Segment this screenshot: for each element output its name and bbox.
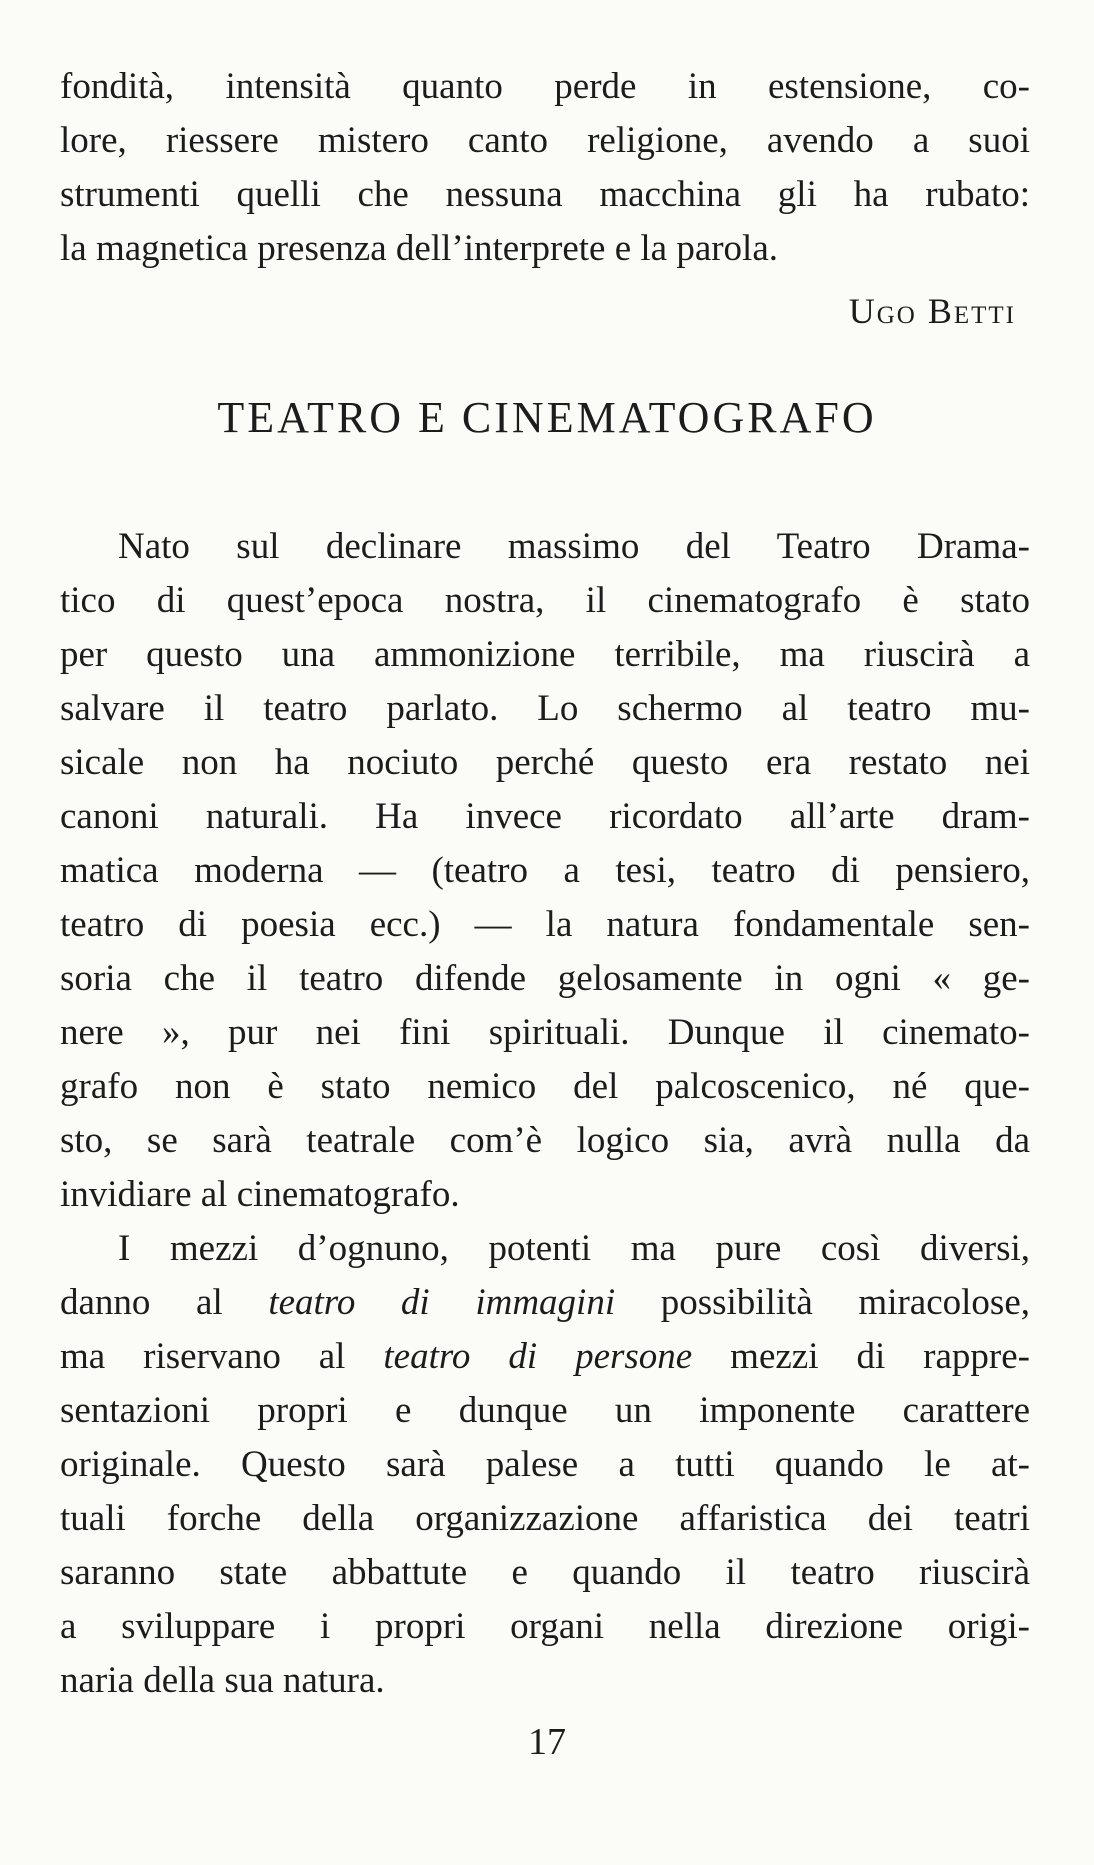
text-line: Nato sul declinare massimo del Teatro Drama- [118, 526, 1030, 567]
section-title: TEATRO E CINEMATOGRAFO [217, 393, 877, 442]
page-number: 17 [528, 1721, 566, 1763]
text-line: matica moderna — (teatro a tesi, teatro di pensiero, [60, 850, 1030, 891]
closing-paragraph [60, 60, 1030, 276]
text-line: fondità, intensità quanto perde in estensione, co- [60, 66, 1030, 107]
text-line: teatro di poesia ecc.) — la natura fondamentale sen- [60, 904, 1030, 945]
text-line: originale. Questo sarà palese a tutti quando le at- [60, 1444, 1030, 1485]
text-run: mezzi di rappre- [692, 1336, 1030, 1377]
text-run: possibilità miracolose, [615, 1282, 1030, 1323]
text-line: salvare il teatro parlato. Lo schermo al teatro mu- [60, 688, 1030, 729]
text-line: naria della sua natura. [60, 1660, 385, 1701]
text-line: la magnetica presenza dell’interprete e la parola. [60, 228, 779, 269]
text-line: saranno state abbattute e quando il teatro riuscirà [60, 1552, 1030, 1593]
author-signature: Ugo Betti [848, 291, 1016, 331]
text-line: tuali forche della organizzazione affaristica dei teatri [60, 1498, 1030, 1539]
text-line: invidiare al cinematografo. [60, 1174, 460, 1215]
italic-phrase: teatro di immagini [268, 1282, 616, 1323]
text-line: per questo una ammonizione terribile, ma riuscirà a [60, 634, 1030, 675]
text-line: strumenti quelli che nessuna macchina gli ha rubato: [60, 174, 1030, 215]
body-paragraph-2 [60, 1222, 1030, 1708]
text-line: sentazioni propri e dunque un imponente carattere [60, 1390, 1030, 1431]
text-line: nere », pur nei fini spirituali. Dunque il cinemato- [60, 1012, 1030, 1053]
text-run: danno al [60, 1282, 269, 1323]
text-line: lore, riessere mistero canto religione, avendo a suoi [60, 120, 1030, 161]
text-line: tico di quest’epoca nostra, il cinematografo è stato [60, 580, 1030, 621]
text-line: sicale non ha nociuto perché questo era restato nei [60, 742, 1030, 783]
text-line: I mezzi d’ognuno, potenti ma pure così diversi, [118, 1228, 1030, 1269]
text-line: soria che il teatro difende gelosamente in ogni « ge- [60, 958, 1030, 999]
text-line [60, 1330, 1030, 1384]
text-run: ma riservano al [60, 1336, 384, 1377]
text-line [60, 1276, 1030, 1330]
text-line: a sviluppare i propri organi nella direzione origi- [60, 1606, 1030, 1647]
text-line: grafo non è stato nemico del palcoscenico, né que- [60, 1066, 1030, 1107]
text-line: sto, se sarà teatrale com’è logico sia, avrà nulla da [60, 1120, 1030, 1161]
italic-phrase: teatro di persone [383, 1336, 693, 1377]
body-paragraph-1 [60, 520, 1030, 1222]
text-line: canoni naturali. Ha invece ricordato all’arte dram- [60, 796, 1030, 837]
